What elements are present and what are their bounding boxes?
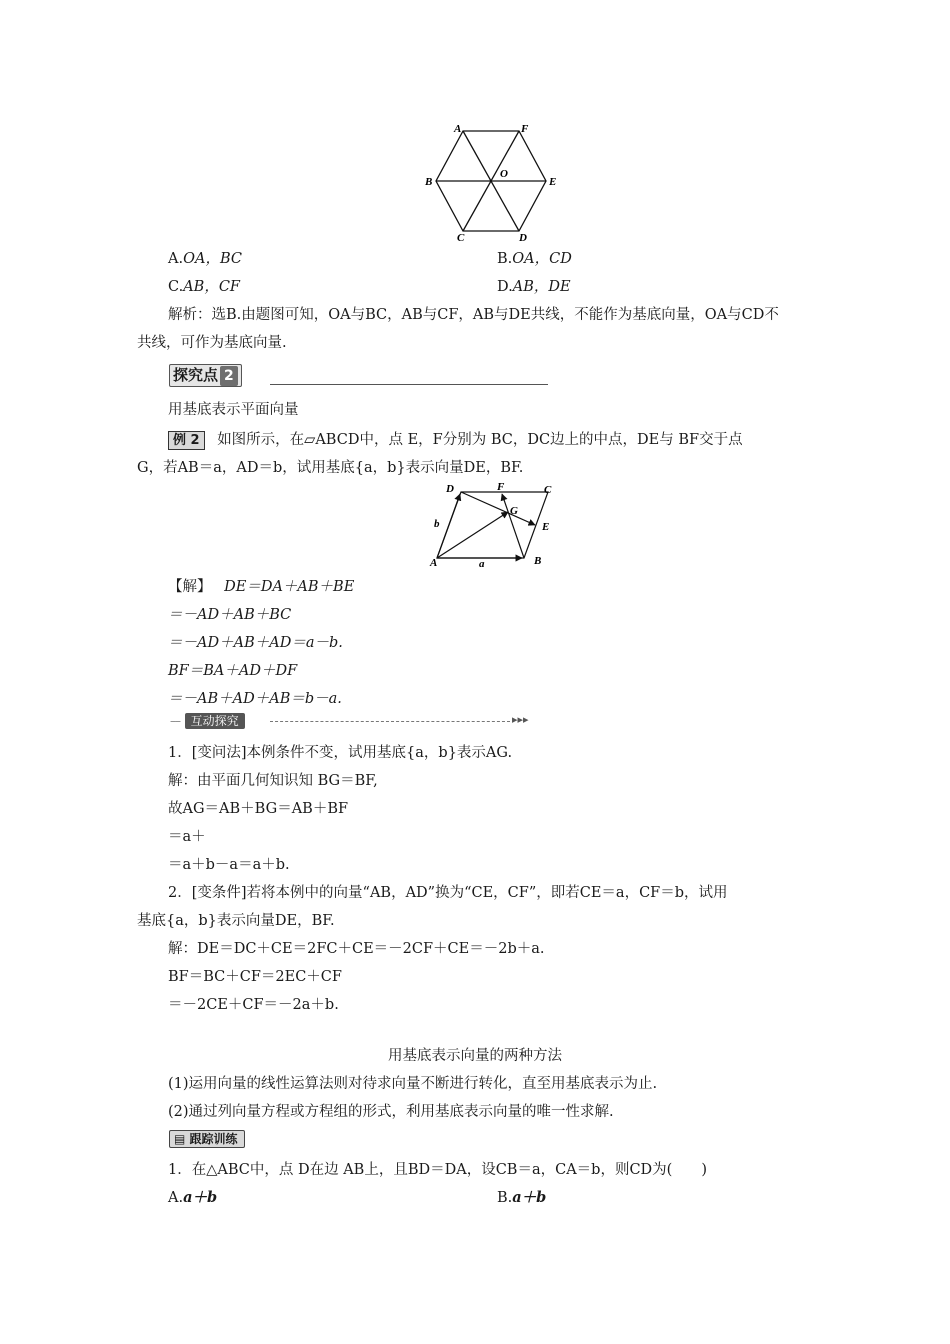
q2-line-0: 解：DE＝DC＋CE＝2FC＋CE＝－2CF＋CE＝－2b＋a. <box>168 941 545 957</box>
hex-label-b: B <box>425 176 433 188</box>
interaction-dashes <box>270 721 510 722</box>
training-tag-text: 跟踪训练 <box>189 1132 238 1146</box>
choice-c <box>168 275 240 296</box>
choice-b-letter: B. <box>497 251 513 267</box>
solution-eq-4: ＝－AB＋AD＋AB＝b－a. <box>168 691 342 707</box>
par-label-b-vec: b <box>434 518 440 530</box>
t1-choice-a-letter: A. <box>168 1190 184 1206</box>
t1-choice-b <box>497 1186 546 1207</box>
par-label-a: A <box>430 557 438 569</box>
q1-title: 1．[变问法]本例条件不变，试用基底{a，b}表示AG. <box>168 745 513 761</box>
parallelogram-figure <box>425 480 560 570</box>
choice-a-letter: A. <box>168 251 184 267</box>
solution-eq-0: DE＝DA＋AB＋BE <box>224 579 355 595</box>
hex-label-e: E <box>549 176 557 188</box>
t1-choice-b-text: a＋b <box>512 1189 547 1206</box>
par-label-a-vec: a <box>479 558 485 570</box>
q2-title-1: 2．[变条件]若将本例中的向量“AB，AD”换为“CE，CF”，即若CE＝a，CF＝b，试用 <box>168 885 728 901</box>
solution-eq-2: ＝－AD＋AB＋AD＝a－b. <box>168 635 343 651</box>
q1-line-0: 解：由平面几何知识知 BG＝BF, <box>168 773 378 789</box>
t1-choice-a-text: a＋b <box>183 1189 218 1206</box>
q1-line-1: 故AG＝AB＋BG＝AB＋BF <box>168 801 349 817</box>
choice-d-letter: D. <box>497 279 513 295</box>
par-label-g: G <box>510 505 518 517</box>
solution-eq-1: ＝－AD＋AB＋BC <box>168 607 292 623</box>
notebook-icon: ▤ <box>174 1132 186 1146</box>
example-tag: 例 2 <box>168 431 205 450</box>
hex-label-c: C <box>457 232 465 244</box>
analysis-line-2: 共线，可作为基底向量. <box>137 335 287 351</box>
par-label-e: E <box>542 521 550 533</box>
par-label-f: F <box>497 481 505 493</box>
example-text-1: 如图所示，在▱ABCD中，点 E，F分别为 BC，DC边上的中点，DE与 BF交于点 <box>217 432 743 448</box>
section-label <box>169 364 242 387</box>
t1-choice-b-letter: B. <box>497 1190 513 1206</box>
hex-label-f: F <box>521 123 529 135</box>
choice-c-letter: C. <box>168 279 184 295</box>
choice-c-text: AB，CF <box>183 279 240 295</box>
choice-a-text: OA，BC <box>183 251 242 267</box>
section-label-text: 探究点 <box>173 366 219 384</box>
section-title: 用基底表示平面向量 <box>168 402 299 418</box>
q2-line-2: ＝－2CE＋CF＝－2a＋b. <box>168 997 339 1013</box>
q2-line-1: BF＝BC＋CF＝2EC＋CF <box>168 969 342 985</box>
solution-tag: 【解】 <box>168 579 212 595</box>
hex-label-a: A <box>454 123 462 135</box>
section-number: 2 <box>220 366 238 386</box>
choice-b <box>497 247 572 268</box>
method-item-2: (2)通过列向量方程或方程组的形式，利用基底表示向量的唯一性求解. <box>168 1104 614 1120</box>
solution-line-0 <box>168 575 354 596</box>
par-label-d: D <box>446 483 454 495</box>
hex-label-d: D <box>519 232 527 244</box>
interaction-tag: 互动探究 <box>185 713 245 729</box>
hex-label-o: O <box>500 168 508 180</box>
par-label-c: C <box>544 484 552 496</box>
q1-line-3: ＝a＋b－a＝a＋b. <box>168 857 290 873</box>
par-label-b: B <box>534 555 542 567</box>
training-banner <box>169 1130 245 1148</box>
method-item-1: (1)运用向量的线性运算法则对待求向量不断进行转化，直至用基底表示为止. <box>168 1076 658 1092</box>
choice-b-text: OA，CD <box>512 251 572 267</box>
section-rule <box>270 384 548 385</box>
interaction-banner: –– 互动探究 <box>170 713 245 729</box>
analysis-line-1: 解析：选B.由题图可知，OA与BC，AB与CF，AB与DE共线，不能作为基底向量，OA与CD不 <box>168 307 779 323</box>
choice-a <box>168 247 242 268</box>
solution-eq-3: BF＝BA＋AD＋DF <box>168 663 298 679</box>
q2-title-2: 基底{a，b}表示向量DE，BF. <box>137 913 335 929</box>
t1-question: 1．在△ABC中，点 D在边 AB上，且BD＝DA，设CB＝a，CA＝b，则CD为( ) <box>168 1162 707 1178</box>
training-tag <box>169 1130 245 1148</box>
q1-line-2: ＝a＋ <box>168 829 206 845</box>
hexagon-figure <box>420 118 570 246</box>
section-badge <box>169 364 242 386</box>
t1-choice-a <box>168 1186 217 1207</box>
choice-d <box>497 275 571 296</box>
example-line-2: G，若AB＝a，AD＝b，试用基底{a，b}表示向量DE，BF. <box>137 460 524 476</box>
example-line-1 <box>168 428 743 450</box>
arrow-icon: ▸▸▸ <box>512 713 529 726</box>
method-title: 用基底表示向量的两种方法 <box>388 1048 562 1064</box>
choice-d-text: AB，DE <box>512 279 571 295</box>
